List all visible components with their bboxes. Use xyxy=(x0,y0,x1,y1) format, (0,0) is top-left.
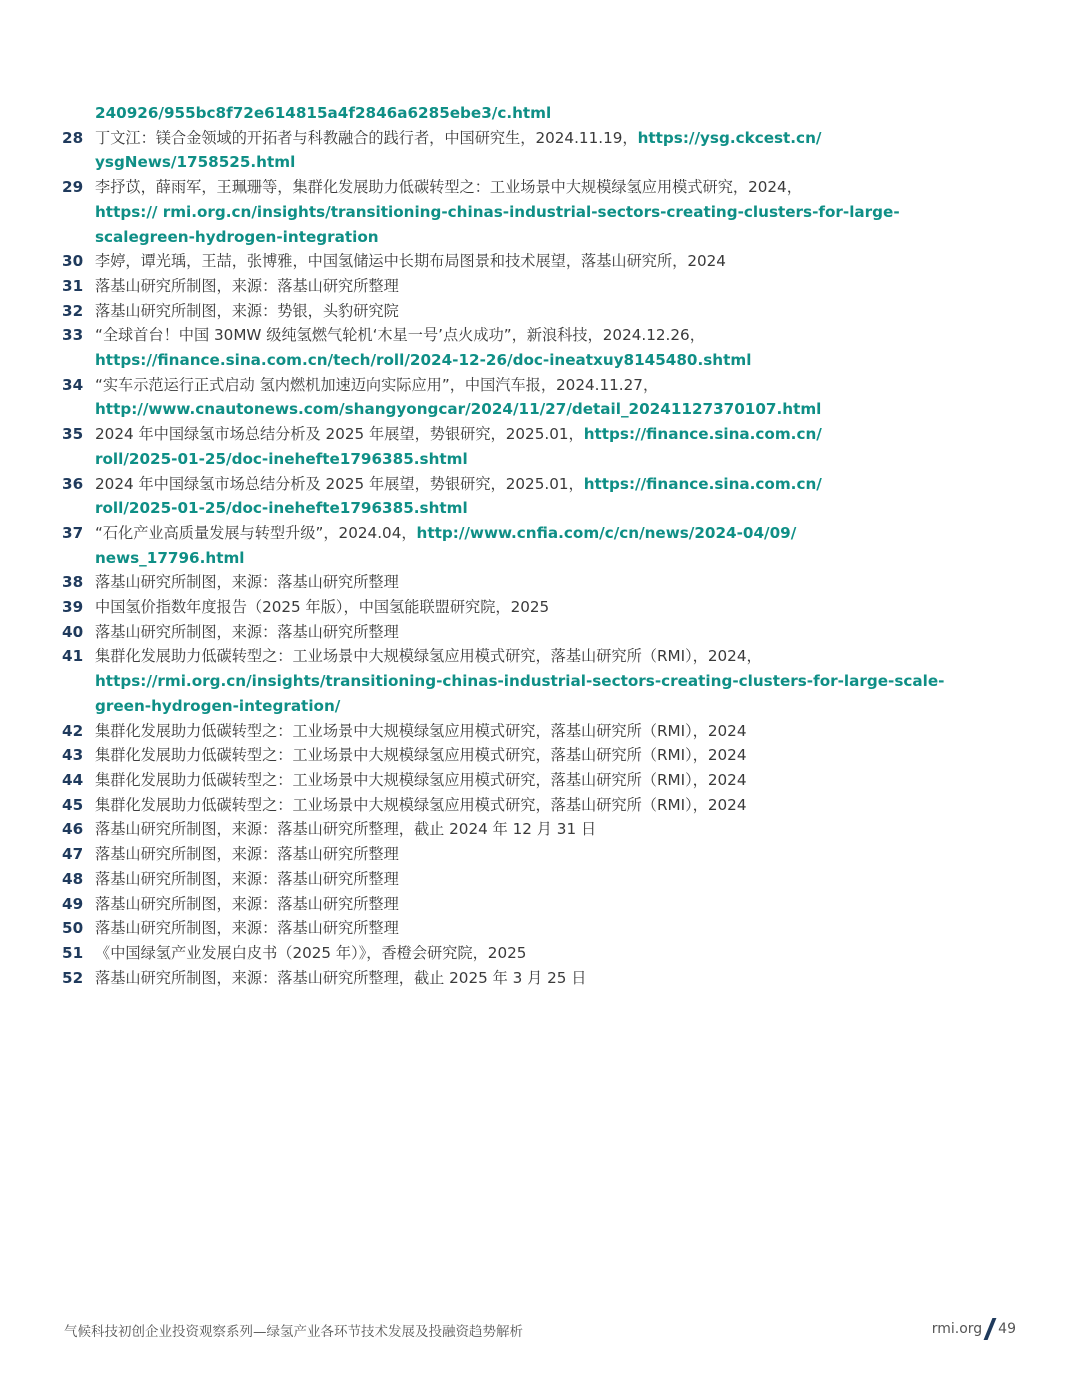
endnote-number: 29 xyxy=(62,178,84,197)
endnote-item xyxy=(62,916,1022,941)
endnote-line xyxy=(95,570,1022,595)
reference-link[interactable]: https://finance.sina.com.cn/tech/roll/2024-12-26/doc-ineatxuy8145480.shtml xyxy=(95,351,752,370)
endnote-text xyxy=(95,644,1022,718)
endnote-line xyxy=(95,422,1022,447)
endnote-number: 32 xyxy=(62,301,84,320)
endnote-item xyxy=(62,966,1022,991)
endnote-number: 31 xyxy=(62,276,84,295)
endnote-item xyxy=(62,867,1022,892)
endnote-text xyxy=(95,101,1022,126)
endnote-item xyxy=(62,175,1022,249)
endnote-line xyxy=(95,373,1022,398)
citation-text: 中国氢价指数年度报告（2025 年版），中国氢能联盟研究院，2025 xyxy=(95,598,550,617)
endnote-text xyxy=(95,793,1022,818)
endnote-text xyxy=(95,867,1022,892)
endnote-text xyxy=(95,916,1022,941)
endnote-item xyxy=(62,595,1022,620)
endnote-line xyxy=(95,150,1022,175)
endnote-line xyxy=(95,200,1022,225)
citation-text: 集群化发展助力低碳转型之：工业场景中大规模绿氢应用模式研究，落基山研究所（RMI），2024， xyxy=(95,647,762,666)
reference-link[interactable]: 240926/955bc8f72e614815a4f2846a6285ebe3/c.html xyxy=(95,104,552,122)
endnote-number: 45 xyxy=(62,795,84,814)
endnote-number: 30 xyxy=(62,252,84,271)
citation-text: 落基山研究所制图，来源：落基山研究所整理 xyxy=(95,919,399,938)
endnote-text xyxy=(95,299,1022,324)
endnote-line xyxy=(95,397,1022,422)
endnote-item xyxy=(62,719,1022,744)
endnote-number: 33 xyxy=(62,326,84,345)
endnote-item xyxy=(62,126,1022,175)
endnote-text xyxy=(95,570,1022,595)
endnote-number: 39 xyxy=(62,598,84,617)
endnote-line xyxy=(95,299,1022,324)
endnote-text xyxy=(95,126,1022,175)
citation-text: 落基山研究所制图，来源：落基山研究所整理 xyxy=(95,622,399,641)
reference-link[interactable]: news_17796.html xyxy=(95,548,245,567)
endnote-item xyxy=(62,422,1022,471)
endnote-line xyxy=(95,348,1022,373)
endnote-line xyxy=(95,472,1022,497)
endnote-line xyxy=(95,101,1022,126)
endnote-line xyxy=(95,842,1022,867)
endnote-number: 42 xyxy=(62,721,84,740)
endnote-item xyxy=(62,842,1022,867)
endnote-item xyxy=(62,249,1022,274)
reference-link[interactable]: green-hydrogen-integration/ xyxy=(95,696,341,715)
reference-link[interactable]: roll/2025-01-25/doc-inehefte1796385.shtml xyxy=(95,499,468,518)
citation-text: 集群化发展助力低碳转型之：工业场景中大规模绿氢应用模式研究，落基山研究所（RMI），2024 xyxy=(95,721,747,740)
endnote-number xyxy=(62,101,95,126)
citation-text: 落基山研究所制图，来源：落基山研究所整理，截止 2024 年 12 月 31 日 xyxy=(95,820,597,839)
endnote-line xyxy=(95,793,1022,818)
endnote-item xyxy=(62,521,1022,570)
reference-link[interactable]: https://rmi.org.cn/insights/transitioning-chinas-industrial-sectors-creating-clusters-for-large-scale- xyxy=(95,672,945,691)
endnote-text xyxy=(95,373,1022,422)
reference-link[interactable]: http://www.cnfia.com/c/cn/news/2024-04/09/ xyxy=(416,523,797,542)
citation-text: 2024 年中国绿氢市场总结分析及 2025 年展望，势银研究，2025.01， xyxy=(95,425,584,444)
reference-link[interactable]: scalegreen-hydrogen-integration xyxy=(95,227,379,246)
endnote-item xyxy=(62,472,1022,521)
citation-text: 落基山研究所制图，来源：势银，头豹研究院 xyxy=(95,301,399,320)
endnote-line xyxy=(95,768,1022,793)
endnote-text xyxy=(95,966,1022,991)
reference-link[interactable]: https://finance.sina.com.cn/ xyxy=(583,474,822,493)
citation-text: “实车示范运行正式启动 氢内燃机加速迈向实际应用”，中国汽车报，2024.11.27， xyxy=(95,375,659,394)
endnote-text xyxy=(95,842,1022,867)
citation-text: 落基山研究所制图，来源：落基山研究所整理 xyxy=(95,869,399,888)
endnote-item xyxy=(62,892,1022,917)
endnote-line xyxy=(95,694,1022,719)
endnote-number: 52 xyxy=(62,968,84,987)
endnote-item xyxy=(62,793,1022,818)
endnote-line xyxy=(95,644,1022,669)
endnote-line xyxy=(95,867,1022,892)
endnote-item xyxy=(62,299,1022,324)
reference-link[interactable]: https://ysg.ckcest.cn/ xyxy=(637,128,822,147)
endnote-line xyxy=(95,447,1022,472)
endnote-text xyxy=(95,472,1022,521)
citation-text: 落基山研究所制图，来源：落基山研究所整理 xyxy=(95,573,399,592)
endnote-text xyxy=(95,620,1022,645)
endnote-line xyxy=(95,743,1022,768)
endnote-line xyxy=(95,126,1022,151)
endnote-number: 50 xyxy=(62,919,84,938)
citation-text: 集群化发展助力低碳转型之：工业场景中大规模绿氢应用模式研究，落基山研究所（RMI），2024 xyxy=(95,795,747,814)
citation-text: 落基山研究所制图，来源：落基山研究所整理 xyxy=(95,894,399,913)
endnote-number: 44 xyxy=(62,770,84,789)
endnote-text xyxy=(95,595,1022,620)
endnote-text xyxy=(95,175,1022,249)
endnote-text xyxy=(95,274,1022,299)
citation-text: 丁文江：镁合金领域的开拓者与科教融合的践行者，中国研究生，2024.11.19， xyxy=(95,128,638,147)
endnote-line xyxy=(95,595,1022,620)
endnote-item xyxy=(62,743,1022,768)
endnote-line xyxy=(95,249,1022,274)
endnote-number: 37 xyxy=(62,523,84,542)
citation-text: 李抒苡，薛雨军，王珮珊等，集群化发展助力低碳转型之：工业场景中大规模绿氢应用模式研究，2024， xyxy=(95,178,802,197)
citation-text: 《中国绿氢产业发展白皮书（2025 年）》，香橙会研究院，2025 xyxy=(95,943,527,962)
endnote-text xyxy=(95,941,1022,966)
citation-text: 集群化发展助力低碳转型之：工业场景中大规模绿氢应用模式研究，落基山研究所（RMI），2024 xyxy=(95,746,747,765)
endnote-text xyxy=(95,249,1022,274)
endnote-line xyxy=(95,817,1022,842)
endnote-item xyxy=(62,373,1022,422)
endnote-line xyxy=(95,620,1022,645)
endnote-number: 35 xyxy=(62,425,84,444)
endnote-text xyxy=(95,743,1022,768)
endnote-number: 49 xyxy=(62,894,84,913)
endnote-line xyxy=(95,546,1022,571)
endnote-text xyxy=(95,521,1022,570)
endnote-line xyxy=(95,496,1022,521)
endnote-text xyxy=(95,719,1022,744)
citation-text: 落基山研究所制图，来源：落基山研究所整理，截止 2025 年 3 月 25 日 xyxy=(95,968,587,987)
endnote-item xyxy=(62,768,1022,793)
endnote-number: 41 xyxy=(62,647,84,666)
page-number: 49 xyxy=(998,1321,1016,1337)
citation-text: 李婷，谭光瑀，王喆，张博雅，中国氢储运中长期布局图景和技术展望，落基山研究所，2024 xyxy=(95,252,726,271)
endnote-item xyxy=(62,817,1022,842)
endnote-number: 38 xyxy=(62,573,84,592)
endnote-line xyxy=(95,175,1022,200)
endnote-number: 47 xyxy=(62,845,84,864)
endnote-line xyxy=(95,941,1022,966)
footer-title: 气候科技初创企业投资观察系列—绿氢产业各环节技术发展及投融资趋势解析 xyxy=(64,1324,523,1340)
endnote-item xyxy=(62,323,1022,372)
footer-right xyxy=(932,1318,1016,1340)
endnote-item xyxy=(62,941,1022,966)
reference-link[interactable]: https://finance.sina.com.cn/ xyxy=(583,425,822,444)
endnotes-list xyxy=(62,101,1022,990)
endnote-line xyxy=(95,225,1022,250)
footer-site: rmi.org xyxy=(931,1321,983,1337)
endnote-number: 46 xyxy=(62,820,84,839)
endnote-item xyxy=(62,570,1022,595)
reference-link[interactable]: roll/2025-01-25/doc-inehefte1796385.shtml xyxy=(95,449,468,468)
reference-link[interactable]: ysgNews/1758525.html xyxy=(95,153,296,172)
endnote-line xyxy=(95,916,1022,941)
endnote-item xyxy=(62,101,1022,126)
endnote-line xyxy=(95,521,1022,546)
reference-link[interactable]: http://www.cnautonews.com/shangyongcar/2024/11/27/detail_20241127370107.html xyxy=(95,400,822,419)
endnote-number: 36 xyxy=(62,474,84,493)
citation-text: 集群化发展助力低碳转型之：工业场景中大规模绿氢应用模式研究，落基山研究所（RMI），2024 xyxy=(95,770,747,789)
reference-link[interactable]: https:// rmi.org.cn/insights/transitioning-chinas-industrial-sectors-creating-clusters-for-large- xyxy=(95,202,900,221)
endnote-number: 28 xyxy=(62,128,84,147)
endnote-number: 34 xyxy=(62,375,84,394)
endnote-item xyxy=(62,274,1022,299)
endnote-number: 51 xyxy=(62,943,84,962)
endnote-line xyxy=(95,966,1022,991)
endnote-line xyxy=(95,274,1022,299)
slash-divider-icon xyxy=(984,1318,997,1340)
citation-text: “全球首台！中国 30MW 级纯氢燃气轮机‘木星一号’点火成功”，新浪科技，2024.12.26， xyxy=(95,326,705,345)
endnote-text xyxy=(95,768,1022,793)
endnote-line xyxy=(95,892,1022,917)
endnote-item xyxy=(62,644,1022,718)
endnote-text xyxy=(95,323,1022,372)
endnote-line xyxy=(95,669,1022,694)
citation-text: 落基山研究所制图，来源：落基山研究所整理 xyxy=(95,276,399,295)
endnote-line xyxy=(95,323,1022,348)
endnote-number: 43 xyxy=(62,746,84,765)
endnote-number: 40 xyxy=(62,622,84,641)
citation-text: 落基山研究所制图，来源：落基山研究所整理 xyxy=(95,845,399,864)
endnote-number: 48 xyxy=(62,869,84,888)
citation-text: “石化产业高质量发展与转型升级”，2024.04， xyxy=(95,523,417,542)
endnote-line xyxy=(95,719,1022,744)
citation-text: 2024 年中国绿氢市场总结分析及 2025 年展望，势银研究，2025.01， xyxy=(95,474,584,493)
endnote-item xyxy=(62,620,1022,645)
endnote-text xyxy=(95,817,1022,842)
endnote-text xyxy=(95,892,1022,917)
endnote-text xyxy=(95,422,1022,471)
